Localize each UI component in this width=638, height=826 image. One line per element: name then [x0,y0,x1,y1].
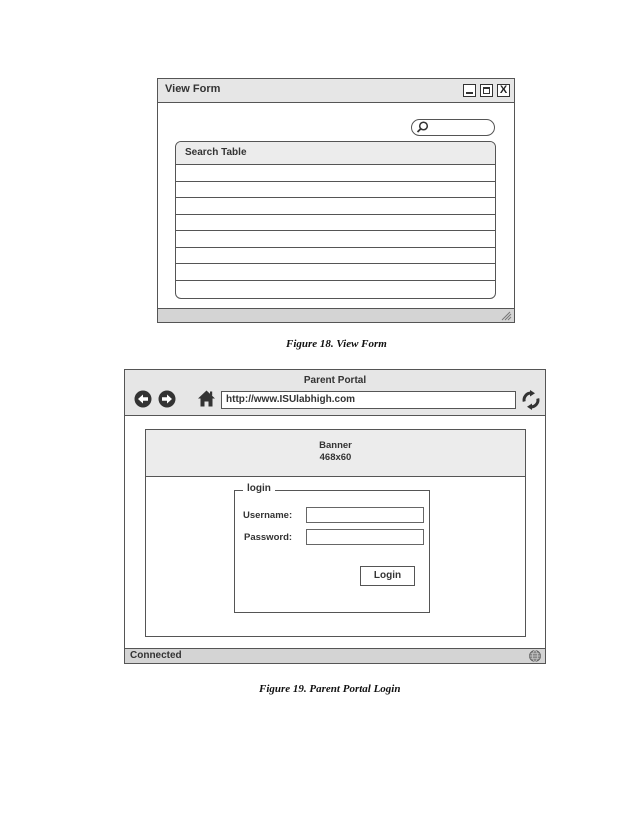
search-table [175,141,496,299]
table-row[interactable] [176,198,495,215]
status-bar [125,648,545,663]
view-form-window [157,78,515,323]
login-button[interactable]: Login [360,566,415,586]
table-row[interactable] [176,281,495,298]
username-label: Username: [243,510,293,521]
status-bar [158,308,514,322]
back-icon[interactable] [134,390,152,408]
search-input[interactable] [411,119,495,136]
table-row[interactable] [176,215,495,232]
globe-icon [529,650,541,662]
forward-icon[interactable] [158,390,176,408]
password-label: Password: [244,532,293,543]
parent-portal-window [124,369,546,664]
browser-toolbar [125,370,545,416]
banner-title: Banner [319,440,352,451]
window-title: View Form [165,83,221,95]
minimize-icon[interactable] [463,84,476,97]
username-field[interactable] [306,507,424,523]
close-icon[interactable]: X [497,84,510,97]
table-row[interactable] [176,165,495,182]
password-field[interactable] [306,529,424,545]
maximize-icon[interactable] [480,84,493,97]
figure-caption: Figure 19. Parent Portal Login [259,683,401,695]
url-input[interactable] [221,391,516,409]
table-header [176,142,495,165]
home-icon[interactable] [197,389,216,408]
window-title: Parent Portal [303,375,367,386]
resize-grip-icon[interactable] [500,311,512,321]
table-row[interactable] [176,182,495,199]
login-fieldset [234,483,430,613]
banner-placeholder [145,429,526,477]
status-text: Connected [130,650,182,661]
table-row[interactable] [176,264,495,281]
title-bar [158,79,514,103]
url-text: http://www.ISUlabhigh.com [226,394,356,405]
banner-label [146,440,525,464]
figure-caption: Figure 18. View Form [286,338,387,350]
table-header-label: Search Table [185,147,247,158]
table-row[interactable] [176,231,495,248]
banner-size: 468x60 [319,452,352,463]
search-icon [416,120,430,134]
login-legend: login [243,483,275,494]
table-row[interactable] [176,248,495,265]
refresh-icon[interactable] [521,390,541,410]
